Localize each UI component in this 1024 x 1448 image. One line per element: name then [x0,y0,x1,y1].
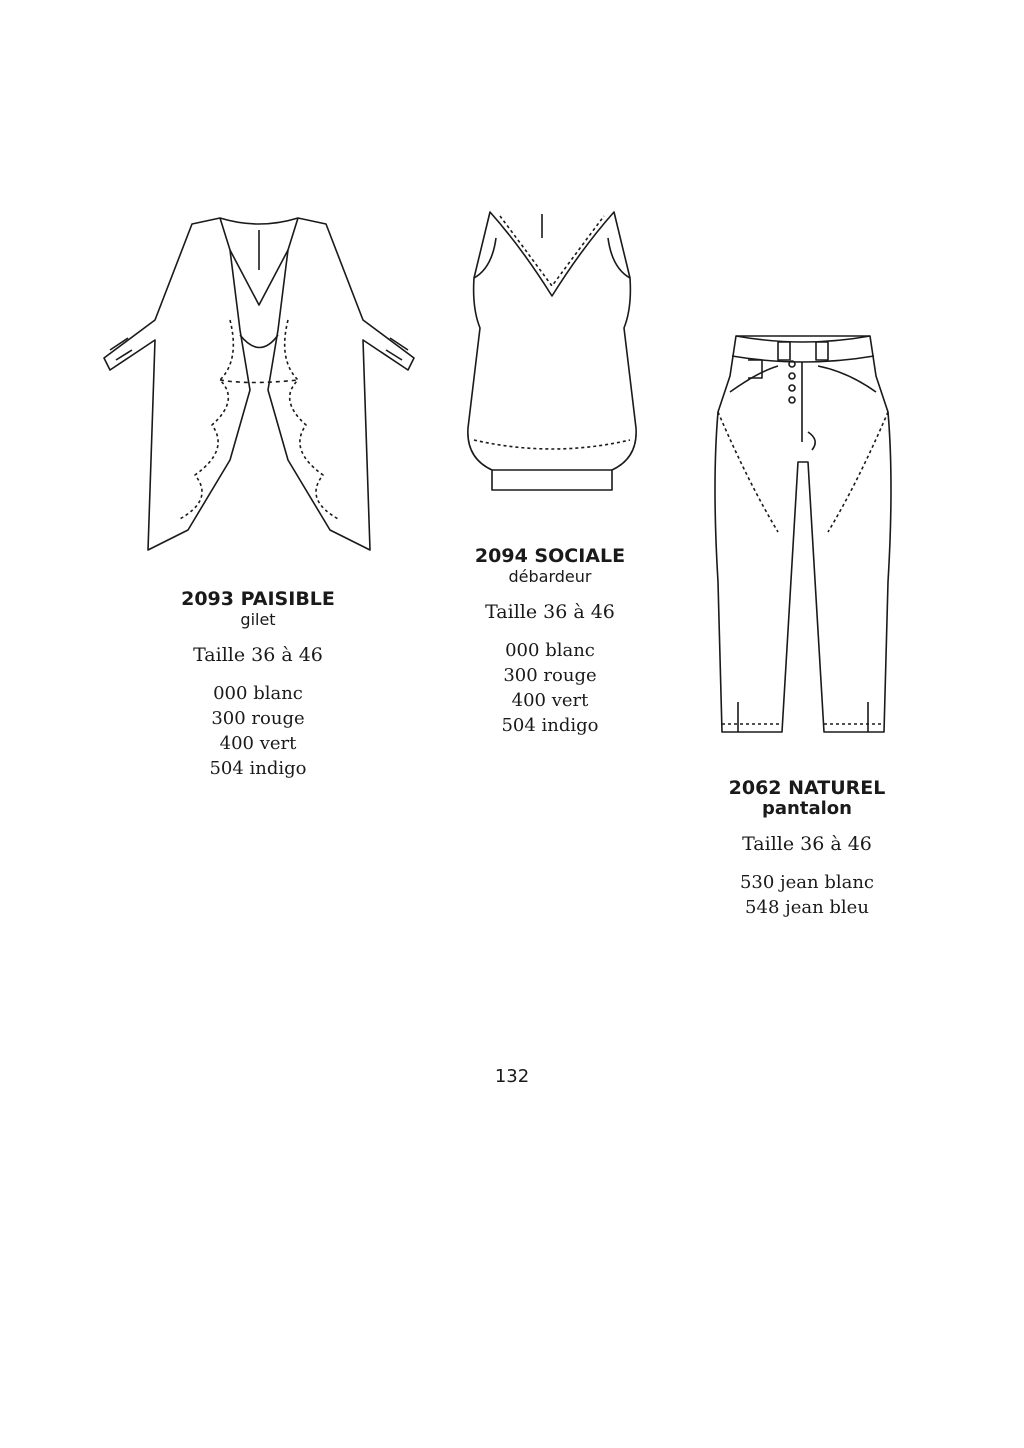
size-range: Taille 36 à 46 [742,833,872,855]
color-list [420,638,680,738]
product-block-paisible [128,588,388,781]
gilet-sketch [100,210,418,555]
color-list [677,870,937,920]
color-item: 504 indigo [209,758,307,779]
color-item: 300 rouge [211,708,305,729]
color-item: 530 jean blanc [739,872,875,893]
product-name: 2093 PAISIBLE [181,588,335,610]
color-item: 400 vert [219,733,297,754]
color-list [128,681,388,781]
debardeur-sketch [462,208,642,498]
product-name: 2062 NATUREL [728,777,886,799]
product-type: débardeur [508,567,592,586]
page-number: 132 [494,1066,530,1087]
color-item: 400 vert [511,690,589,711]
product-type: gilet [240,610,276,629]
color-item: 000 blanc [213,683,303,704]
color-item: 300 rouge [503,665,597,686]
size-range: Taille 36 à 46 [193,644,323,666]
product-block-sociale [420,545,680,738]
color-item: 504 indigo [501,715,599,736]
product-type: pantalon [762,798,852,819]
product-block-naturel [677,777,937,920]
color-item: 548 jean bleu [745,897,869,918]
product-name: 2094 SOCIALE [474,545,626,567]
pantalon-sketch [708,332,898,742]
color-item: 000 blanc [505,640,595,661]
size-range: Taille 36 à 46 [485,601,615,623]
